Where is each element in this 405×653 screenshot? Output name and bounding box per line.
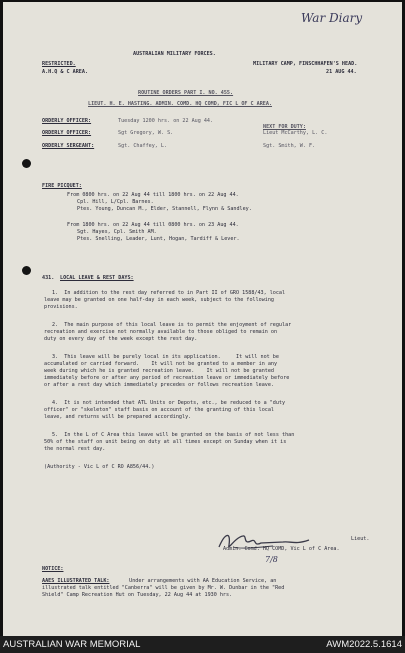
- paragraph-line: 5. In the L of C Area this leave will be granted on the basis of not less than: [52, 432, 295, 438]
- next-duty-value: Lieut McCarthy, L. C.: [263, 130, 328, 136]
- duty-label: ORDERLY OFFICER:: [42, 118, 92, 124]
- paragraph-line: leave, and returns will be prepared accordingly.: [44, 414, 192, 420]
- fire-picquet-line: Cpl. Hill, L/Cpl. Barnes.: [77, 199, 154, 205]
- handwritten-annotation: War Diary: [301, 11, 363, 25]
- paragraph-line: week during which he is granted recreation leave. It will not be granted: [44, 368, 275, 374]
- paragraph-line: 4. It is not intended that ATL Units or Depots, etc., be reduced to a "duty: [52, 400, 286, 406]
- paragraph-line: the normal rest day.: [44, 446, 106, 452]
- fire-picquet-line: Sgt. Hayes, Cpl. Smith AM.: [77, 229, 157, 235]
- handwritten-mark: 7/8: [265, 555, 278, 564]
- duty-value: Sgt. Chaffey, L.: [118, 143, 168, 149]
- fire-picquet-line: From 0800 hrs. on 22 Aug 44 till 1800 hrs. on 22 Aug 44.: [67, 192, 239, 198]
- fire-picquet-line: From 1800 hrs. on 22 Aug 44 till 0800 hrs. on 23 Aug 44.: [67, 222, 239, 228]
- section-number: 431.: [42, 275, 55, 281]
- orders-subtitle: LIEUT. H. E. HASTING. ADMIN. COMD. HQ COMD, FIC L OF C AREA.: [88, 101, 273, 107]
- authority-reference: (Authority - Vic L of C RO A856/44.): [44, 464, 155, 470]
- paragraph-line: leave may be granted on one half-day in each week, subject to the following: [44, 297, 275, 303]
- fire-picquet-heading: FIRE PICQUET:: [42, 183, 82, 189]
- paragraph-line: duty on every day of the week except the rest day.: [44, 336, 198, 342]
- notice-lead: AAES ILLUSTRATED TALK:: [42, 578, 110, 584]
- paragraph-line: recreation and exercise not normally available to those obliged to remain on: [44, 329, 278, 335]
- camp-location: MILITARY CAMP, FINSCHHAFEN'S HEAD.: [253, 61, 358, 67]
- signatory-rank: Lieut.: [351, 536, 370, 542]
- punch-hole: [22, 266, 31, 275]
- paragraph-line: 3. This leave will be purely local in its application. It will not be: [52, 354, 279, 360]
- paragraph-line: 2. The main purpose of this local leave is to permit the enjoyment of regular: [52, 322, 292, 328]
- next-duty-value: Sgt. Smith, W. F.: [263, 143, 316, 149]
- fire-picquet-line: Ptes. Young, Duncan M., Elder, Stannell, Flynn & Sandley.: [77, 206, 252, 212]
- paragraph-line: provisions.: [44, 304, 78, 310]
- duty-label: ORDERLY OFFICER:: [42, 130, 92, 136]
- footer-institution: AUSTRALIAN WAR MEMORIAL: [3, 639, 141, 650]
- paragraph-line: 1. In addition to the rest day referred to in Part II of GRO 1588/43, local: [52, 290, 286, 296]
- next-duty-label: NEXT FOR DUTY:: [263, 124, 306, 130]
- duty-value: Tuesday 1200 hrs. on 22 Aug 44.: [118, 118, 214, 124]
- unit-title: AUSTRALIAN MILITARY FORCES.: [133, 51, 216, 57]
- section-heading: LOCAL LEAVE & REST DAYS:: [60, 275, 134, 281]
- signatory-appointment: Admin. Comd. HQ COMD, Vic L of C Area.: [223, 546, 340, 552]
- paragraph-line: officer" or "skeleton" staff basis on account of the granting of this local: [44, 407, 275, 413]
- notice-heading: NOTICE:: [42, 566, 64, 572]
- paragraph-line: accumulated or carried forward. It will not be granted to a member in any: [44, 361, 278, 367]
- fire-picquet-line: Ptes. Snelling, Leader, Lunt, Hogan, Tardiff & Lever.: [77, 236, 240, 242]
- paragraph-line: immediately before or after any period of recreation leave or immediately before: [44, 375, 290, 381]
- order-date: 21 AUG 44.: [326, 69, 357, 75]
- footer-bar: [0, 636, 405, 653]
- notice-line: Shield" Camp Recreation Hut on Tuesday, 22 Aug 44 at 1930 hrs.: [42, 592, 233, 598]
- notice-line: illustrated talk entitled "Canberra" will be given by Mr. W. Dunbar in the "Red: [42, 585, 285, 591]
- paragraph-line: 50% of the staff on unit being on duty at all times except on Sunday when it is: [44, 439, 287, 445]
- restricted-marking: RESTRICTED.: [42, 61, 76, 67]
- duty-value: Sgt Gregory, W. S.: [118, 130, 174, 136]
- punch-hole: [22, 159, 31, 168]
- duty-label: ORDERLY SERGEANT:: [42, 143, 95, 149]
- orders-title: ROUTINE ORDERS PART I. NO. 455.: [138, 90, 234, 96]
- notice-line: Under arrangements with AA Education Service, an: [123, 578, 277, 584]
- headquarters: A.H.Q & C AREA.: [42, 69, 89, 75]
- document-page: [3, 2, 402, 636]
- paragraph-line: or after a rest day which immediately precedes or follows recreation leave.: [44, 382, 275, 388]
- footer-accession-number: AWM2022.5.1614: [326, 639, 402, 650]
